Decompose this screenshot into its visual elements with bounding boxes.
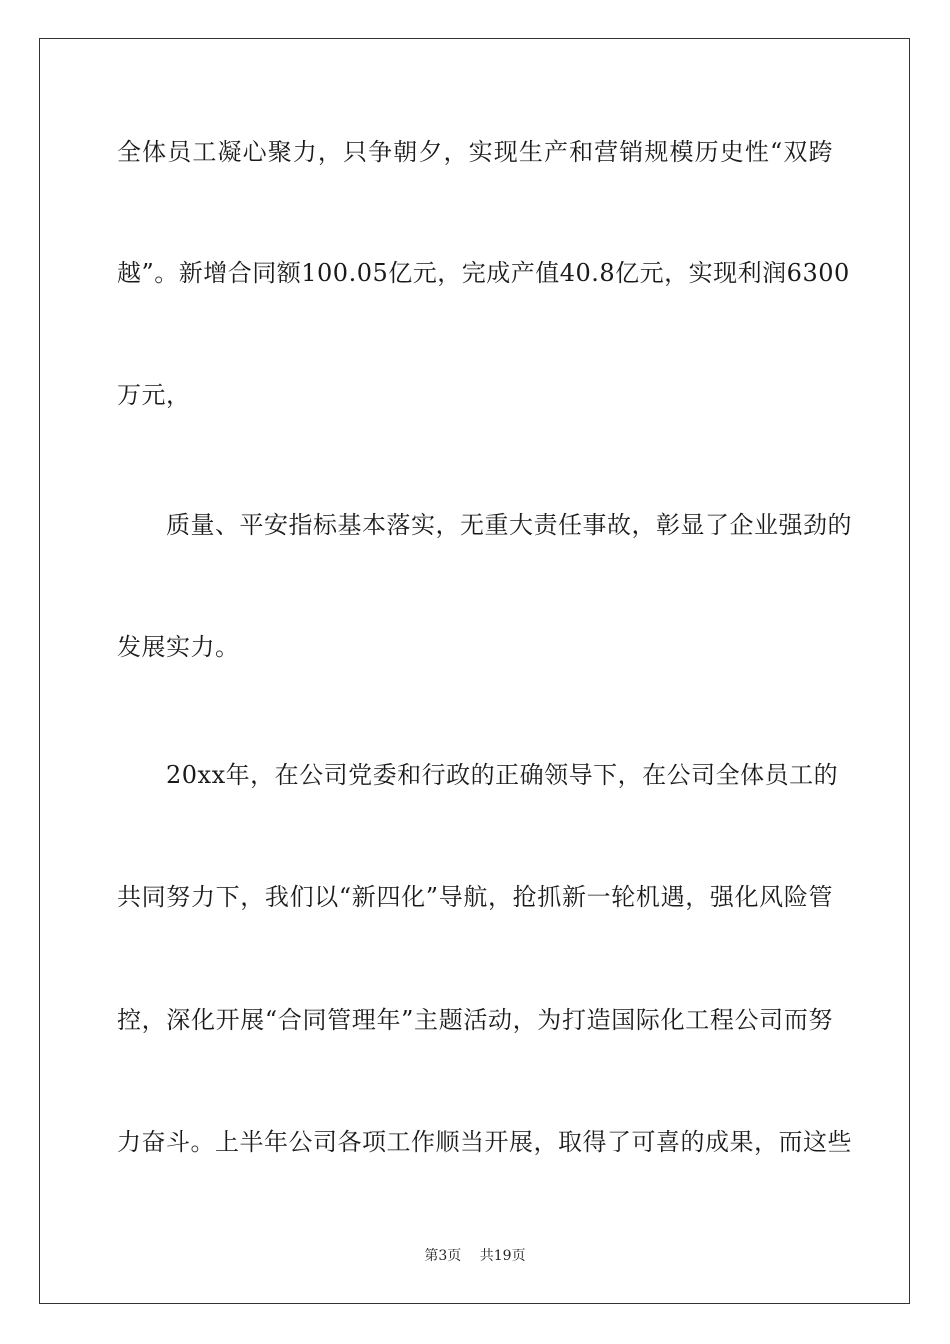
text-line-2: 越”。新增合同额100.05亿元，完成产值40.8亿元，实现利润6300 [117, 259, 850, 287]
page-footer [0, 1247, 950, 1265]
text-line-4: 质量、平安指标基本落实，无重大责任事故，彰显了企业强劲的 [117, 511, 852, 539]
page-frame [39, 38, 910, 1304]
text-line-5: 发展实力。 [117, 633, 240, 661]
page-number: 第3页 [424, 1248, 462, 1264]
text-line-7: 共同努力下，我们以“新四化”导航，抢抓新一轮机遇，强化风险管 [117, 883, 833, 911]
text-line-1: 全体员工凝心聚力，只争朝夕，实现生产和营销规模历史性“双跨 [117, 138, 833, 166]
text-line-8: 控，深化开展“合同管理年”主题活动，为打造国际化工程公司而努 [117, 1006, 833, 1034]
text-line-3: 万元， [117, 381, 191, 409]
text-line-9: 力奋斗。上半年公司各项工作顺当开展，取得了可喜的成果，而这些 [117, 1128, 852, 1156]
page-total: 共19页 [479, 1248, 526, 1264]
text-line-6: 20xx年，在公司党委和行政的正确领导下，在公司全体员工的 [117, 761, 839, 789]
